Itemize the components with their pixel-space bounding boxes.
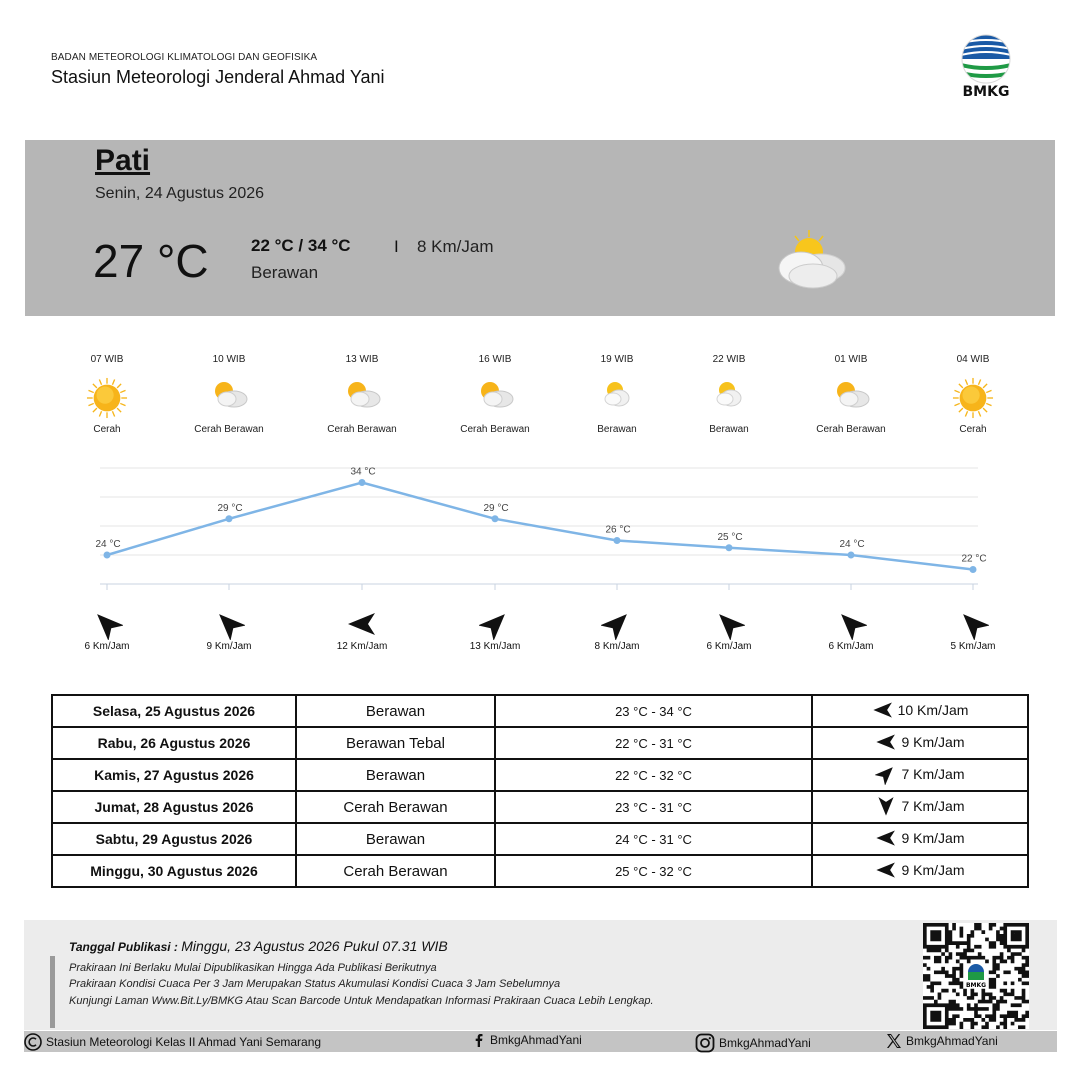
- facebook-icon: [472, 1033, 486, 1047]
- footer-panel: [24, 920, 1057, 1030]
- instagram-handle: BmkgAhmadYani: [719, 1036, 811, 1050]
- wind-item: [57, 608, 157, 652]
- x-link[interactable]: [886, 1033, 998, 1049]
- footer-note-2: Prakiraan Kondisi Cuaca Per 3 Jam Merupakan Status Akumulasi Kondisi Cuaca 3 Jam Sebelumnya: [69, 978, 561, 990]
- forecast-wind: [812, 695, 1028, 727]
- wind-speed: 13 Km/Jam: [469, 641, 521, 652]
- forecast-temperature: 25 °C - 32 °C: [495, 855, 812, 887]
- forecast-row: [52, 791, 1028, 823]
- wind-arrow-icon: [91, 608, 123, 640]
- wind-item: [923, 608, 1023, 652]
- station-title: Stasiun Meteorologi Jenderal Ahmad Yani: [51, 67, 385, 87]
- temperature-data-label: 22 °C: [961, 553, 987, 565]
- hourly-item: [801, 354, 901, 435]
- wind-item: [312, 608, 412, 652]
- hourly-item: [679, 354, 779, 435]
- temperature-point: [359, 479, 366, 486]
- wind-arrow-icon: [875, 827, 897, 849]
- wind-speed: 6 Km/Jam: [84, 641, 130, 652]
- instagram-icon: [695, 1033, 715, 1053]
- wind-item: [445, 608, 545, 652]
- forecast-day: Selasa, 25 Agustus 2026: [52, 695, 296, 727]
- hour-time: 13 WIB: [345, 354, 379, 365]
- logo-text: BMKG: [962, 84, 1010, 100]
- bmkg-logo-icon: [961, 34, 1011, 84]
- forecast-row: [52, 823, 1028, 855]
- forecast-temperature: 22 °C - 32 °C: [495, 759, 812, 791]
- hour-time: 07 WIB: [90, 354, 124, 365]
- forecast-temperature: 23 °C - 31 °C: [495, 791, 812, 823]
- forecast-day: Jumat, 28 Agustus 2026: [52, 791, 296, 823]
- hour-condition: Cerah: [959, 424, 987, 435]
- wind-arrow-icon: [872, 699, 894, 721]
- forecast-wind-speed: 9 Km/Jam: [901, 733, 965, 750]
- hour-condition: Cerah Berawan: [816, 424, 886, 435]
- wind-arrow-icon: [875, 731, 897, 753]
- forecast-temperature: 22 °C - 31 °C: [495, 727, 812, 759]
- wind-speed: 6 Km/Jam: [828, 641, 874, 652]
- forecast-wind-speed: 9 Km/Jam: [901, 861, 965, 878]
- daily-forecast-table: [51, 694, 1029, 888]
- forecast-day: Minggu, 30 Agustus 2026: [52, 855, 296, 887]
- wind-arrow-icon: [346, 608, 378, 640]
- temperature-point: [104, 552, 111, 559]
- forecast-condition: Berawan Tebal: [296, 727, 495, 759]
- wind-arrow-icon: [957, 608, 989, 640]
- instagram-link[interactable]: [695, 1033, 811, 1053]
- hour-condition: Cerah: [93, 424, 121, 435]
- sun-cloud-icon: [445, 377, 545, 419]
- hour-time: 16 WIB: [478, 354, 512, 365]
- qr-code[interactable]: [923, 923, 1029, 1029]
- wind-arrow-icon: [713, 608, 745, 640]
- forecast-day: Kamis, 27 Agustus 2026: [52, 759, 296, 791]
- forecast-wind-speed: 7 Km/Jam: [901, 765, 965, 782]
- footer-note-3: Kunjungi Laman Www.Bit.Ly/BMKG Atau Scan Barcode Untuk Mendapatkan Informasi Prakiraan Cuaca Lebih Lengkap.: [69, 995, 654, 1007]
- hourly-item: [57, 354, 157, 435]
- publication-info: [69, 938, 448, 954]
- wind-arrow-icon: [479, 608, 511, 640]
- hourly-item: [567, 354, 667, 435]
- wind-speed: 8 Km/Jam: [594, 641, 640, 652]
- social-bar: [24, 1031, 1057, 1052]
- forecast-wind: [812, 855, 1028, 887]
- x-logo-icon: [886, 1033, 902, 1049]
- current-condition: Berawan: [251, 263, 319, 282]
- forecast-day: Sabtu, 29 Agustus 2026: [52, 823, 296, 855]
- wind-arrow-icon: [875, 859, 897, 881]
- temperature-line-chart: [80, 462, 1000, 592]
- forecast-row: [52, 727, 1028, 759]
- hourly-item: [445, 354, 545, 435]
- forecast-row: [52, 855, 1028, 887]
- facebook-handle: BmkgAhmadYani: [490, 1033, 582, 1047]
- hour-time: 10 WIB: [212, 354, 246, 365]
- forecast-day: Rabu, 26 Agustus 2026: [52, 727, 296, 759]
- sun-cloud-icon: [312, 377, 412, 419]
- facebook-link[interactable]: [472, 1033, 582, 1047]
- separator: I: [394, 237, 399, 256]
- current-date: Senin, 24 Agustus 2026: [95, 185, 265, 202]
- hour-time: 19 WIB: [600, 354, 634, 365]
- wind-item: [567, 608, 667, 652]
- copyright-text: Stasiun Meteorologi Kelas II Ahmad Yani Semarang: [46, 1035, 322, 1049]
- sun-cloud-icon: [179, 377, 279, 419]
- hourly-item: [179, 354, 279, 435]
- temperature-data-label: 26 °C: [605, 524, 631, 536]
- cloud-sun-icon: [679, 377, 779, 419]
- forecast-condition: Cerah Berawan: [296, 791, 495, 823]
- forecast-wind-speed: 9 Km/Jam: [901, 829, 965, 846]
- forecast-condition: Berawan: [296, 759, 495, 791]
- city-name: Pati: [95, 144, 151, 177]
- wind-arrow-icon: [835, 608, 867, 640]
- forecast-row: [52, 695, 1028, 727]
- wind-arrow-icon: [875, 763, 897, 785]
- temperature-point: [726, 544, 733, 551]
- hourly-item: [923, 354, 1023, 435]
- footer-note-1: Prakiraan Ini Berlaku Mulai Dipublikasikan Hingga Ada Publikasi Berikutnya: [69, 962, 437, 974]
- temperature-data-label: 29 °C: [217, 502, 243, 514]
- bmkg-logo: [958, 34, 1014, 102]
- hour-condition: Berawan: [597, 424, 637, 435]
- footer-accent-bar: [50, 956, 55, 1028]
- temperature-point: [970, 566, 977, 573]
- temperature-range: 22 °C / 34 °C: [251, 236, 351, 255]
- temperature-data-label: 24 °C: [95, 539, 121, 550]
- forecast-condition: Berawan: [296, 823, 495, 855]
- temperature-point: [492, 515, 499, 522]
- current-wind-speed: 8 Km/Jam: [417, 237, 494, 256]
- cloud-sun-icon: [567, 377, 667, 419]
- forecast-condition: Berawan: [296, 695, 495, 727]
- temperature-point: [614, 537, 621, 544]
- forecast-wind-speed: 7 Km/Jam: [901, 797, 965, 814]
- wind-speed: 6 Km/Jam: [706, 641, 752, 652]
- publication-date: Minggu, 23 Agustus 2026 Pukul 07.31 WIB: [181, 938, 448, 954]
- hour-condition: Cerah Berawan: [327, 424, 397, 435]
- wind-speed: 9 Km/Jam: [206, 641, 252, 652]
- publication-label: Tanggal Publikasi :: [69, 940, 178, 954]
- current-weather-panel: [25, 140, 1055, 316]
- hourly-item: [312, 354, 412, 435]
- hour-condition: Cerah Berawan: [194, 424, 264, 435]
- copyright-icon: [24, 1033, 42, 1051]
- wind-arrow-icon: [601, 608, 633, 640]
- sun-icon: [923, 377, 1023, 419]
- temperature-point: [226, 515, 233, 522]
- x-handle: BmkgAhmadYani: [906, 1034, 998, 1048]
- hour-time: 22 WIB: [712, 354, 746, 365]
- hour-condition: Cerah Berawan: [460, 424, 530, 435]
- wind-item: [679, 608, 779, 652]
- wind-item: [801, 608, 901, 652]
- agency-name: BADAN METEOROLOGI KLIMATOLOGI DAN GEOFISIKA: [51, 52, 318, 63]
- forecast-row: [52, 759, 1028, 791]
- temperature-data-label: 25 °C: [717, 531, 743, 543]
- hour-time: 04 WIB: [956, 354, 990, 365]
- qr-bmkg-logo: [968, 964, 984, 980]
- temperature-data-label: 24 °C: [839, 539, 865, 550]
- current-temperature: 27 °C: [93, 235, 209, 287]
- forecast-wind: [812, 759, 1028, 791]
- partly-cloudy-icon: [771, 228, 853, 297]
- forecast-wind: [812, 823, 1028, 855]
- qr-logo-text: BMKG: [965, 982, 987, 989]
- forecast-wind: [812, 791, 1028, 823]
- wind-arrow-icon: [213, 608, 245, 640]
- hour-condition: Berawan: [709, 424, 749, 435]
- wind-speed: 12 Km/Jam: [336, 641, 388, 652]
- temperature-point: [848, 552, 855, 559]
- wind-arrow-icon: [875, 795, 897, 817]
- temperature-data-label: 34 °C: [350, 466, 376, 478]
- sun-cloud-icon: [801, 377, 901, 419]
- copyright-item: [24, 1033, 321, 1051]
- wind-speed: 5 Km/Jam: [950, 641, 996, 652]
- forecast-wind-speed: 10 Km/Jam: [897, 701, 969, 718]
- temperature-data-label: 29 °C: [483, 502, 509, 514]
- hour-time: 01 WIB: [834, 354, 868, 365]
- wind-item: [179, 608, 279, 652]
- forecast-wind: [812, 727, 1028, 759]
- sun-icon: [57, 377, 157, 419]
- forecast-condition: Cerah Berawan: [296, 855, 495, 887]
- forecast-temperature: 23 °C - 34 °C: [495, 695, 812, 727]
- forecast-temperature: 24 °C - 31 °C: [495, 823, 812, 855]
